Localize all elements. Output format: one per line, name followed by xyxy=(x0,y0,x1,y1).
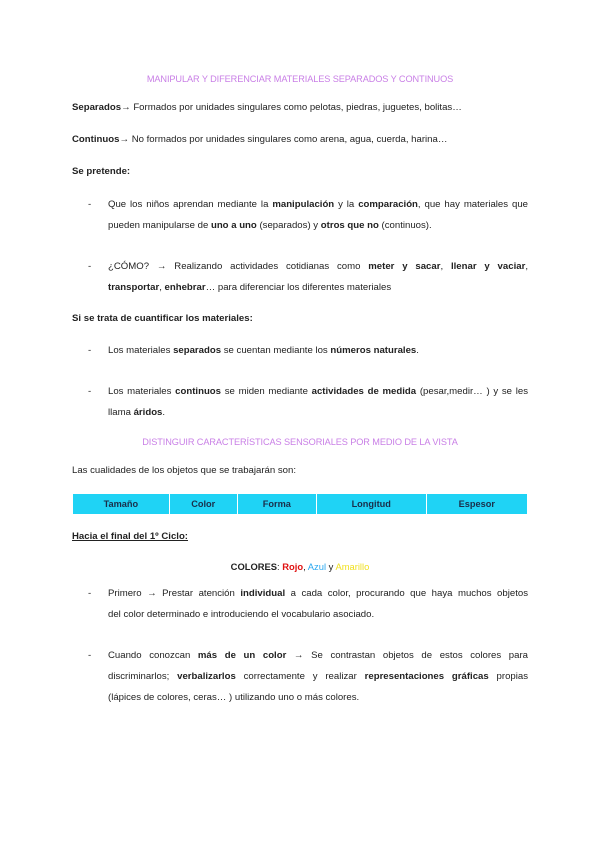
rojo-label: Rojo xyxy=(282,561,304,572)
cualidades-intro: Las cualidades de los objetos que se trabajarán son: xyxy=(72,465,297,476)
colores-line: COLORES: Rojo, Azul y Amarillo xyxy=(230,561,370,572)
azul-label: Azul xyxy=(307,561,327,572)
arrow-icon: → xyxy=(121,102,131,113)
cuantificar-label: Si se trata de cuantificar los materiales: xyxy=(72,313,253,324)
continuos-definition: Continuos→ No formados por unidades singulares como arena, agua, cuerda, harina… xyxy=(72,134,448,145)
list-item-manipulacion: Que los niños aprendan mediante la manipulación y la comparación, que hay materiales que pueden manipularse de uno a uno (separados) y otros que no (continuos). xyxy=(108,199,528,231)
bullet-mark: - xyxy=(88,588,92,599)
separados-label: Separados xyxy=(72,102,122,113)
section-heading-materiales: MANIPULAR Y DIFERENCIAR MATERIALES SEPARADOS Y CONTINUOS xyxy=(146,74,454,84)
bullet-mark: - xyxy=(88,345,92,356)
list-item-cuando-conozcan: Cuando conozcan más de un color → Se contrastan objetos de estos colores para discriminarlos; verbalizarlos correctamente y realizar representaciones gráficas propias (lápices de colores, ceras… ) utilizando uno o más colores. xyxy=(108,650,528,703)
table-row xyxy=(73,494,528,515)
table-cell-espesor: Espesor xyxy=(426,494,527,515)
bullet-mark: - xyxy=(88,261,92,272)
table-cell-tamano: Tamaño xyxy=(73,494,170,515)
se-pretende-label: Se pretende: xyxy=(72,166,131,177)
bullet-mark: - xyxy=(88,386,92,397)
bullet-mark: - xyxy=(88,199,92,210)
section-heading-vista: DISTINGUIR CARACTERÍSTICAS SENSORIALES POR MEDIO DE LA VISTA xyxy=(142,437,458,447)
table-cell-longitud: Longitud xyxy=(316,494,426,515)
arrow-icon: → xyxy=(119,134,130,145)
qualities-table xyxy=(72,493,528,515)
bullet-mark: - xyxy=(88,650,92,661)
table-cell-forma: Forma xyxy=(237,494,316,515)
separados-definition: Separados→ Formados por unidades singulares como pelotas, piedras, juguetes, bolitas… xyxy=(72,102,462,113)
table-cell-color: Color xyxy=(169,494,237,515)
continuos-label: Continuos xyxy=(72,134,120,145)
list-item-primero: Primero → Prestar atención individual a cada color, procurando que haya muchos objetos del color determinado e introduciendo el vocabulario asociado. xyxy=(108,588,528,620)
list-item-continuos: Los materiales continuos se miden mediante actividades de medida (pesar,medir… ) y se les llama áridos. xyxy=(108,386,529,418)
list-item-separados: Los materiales separados se cuentan mediante los números naturales. xyxy=(108,345,419,356)
list-item-como: ¿CÓMO? → Realizando actividades cotidianas como meter y sacar, llenar y vaciar, transportar, enhebrar… para diferenciar los diferentes materiales xyxy=(108,261,528,293)
hacia-final-heading: Hacia el final del 1º Ciclo: xyxy=(72,531,189,542)
amarillo-label: Amarillo xyxy=(335,561,370,572)
